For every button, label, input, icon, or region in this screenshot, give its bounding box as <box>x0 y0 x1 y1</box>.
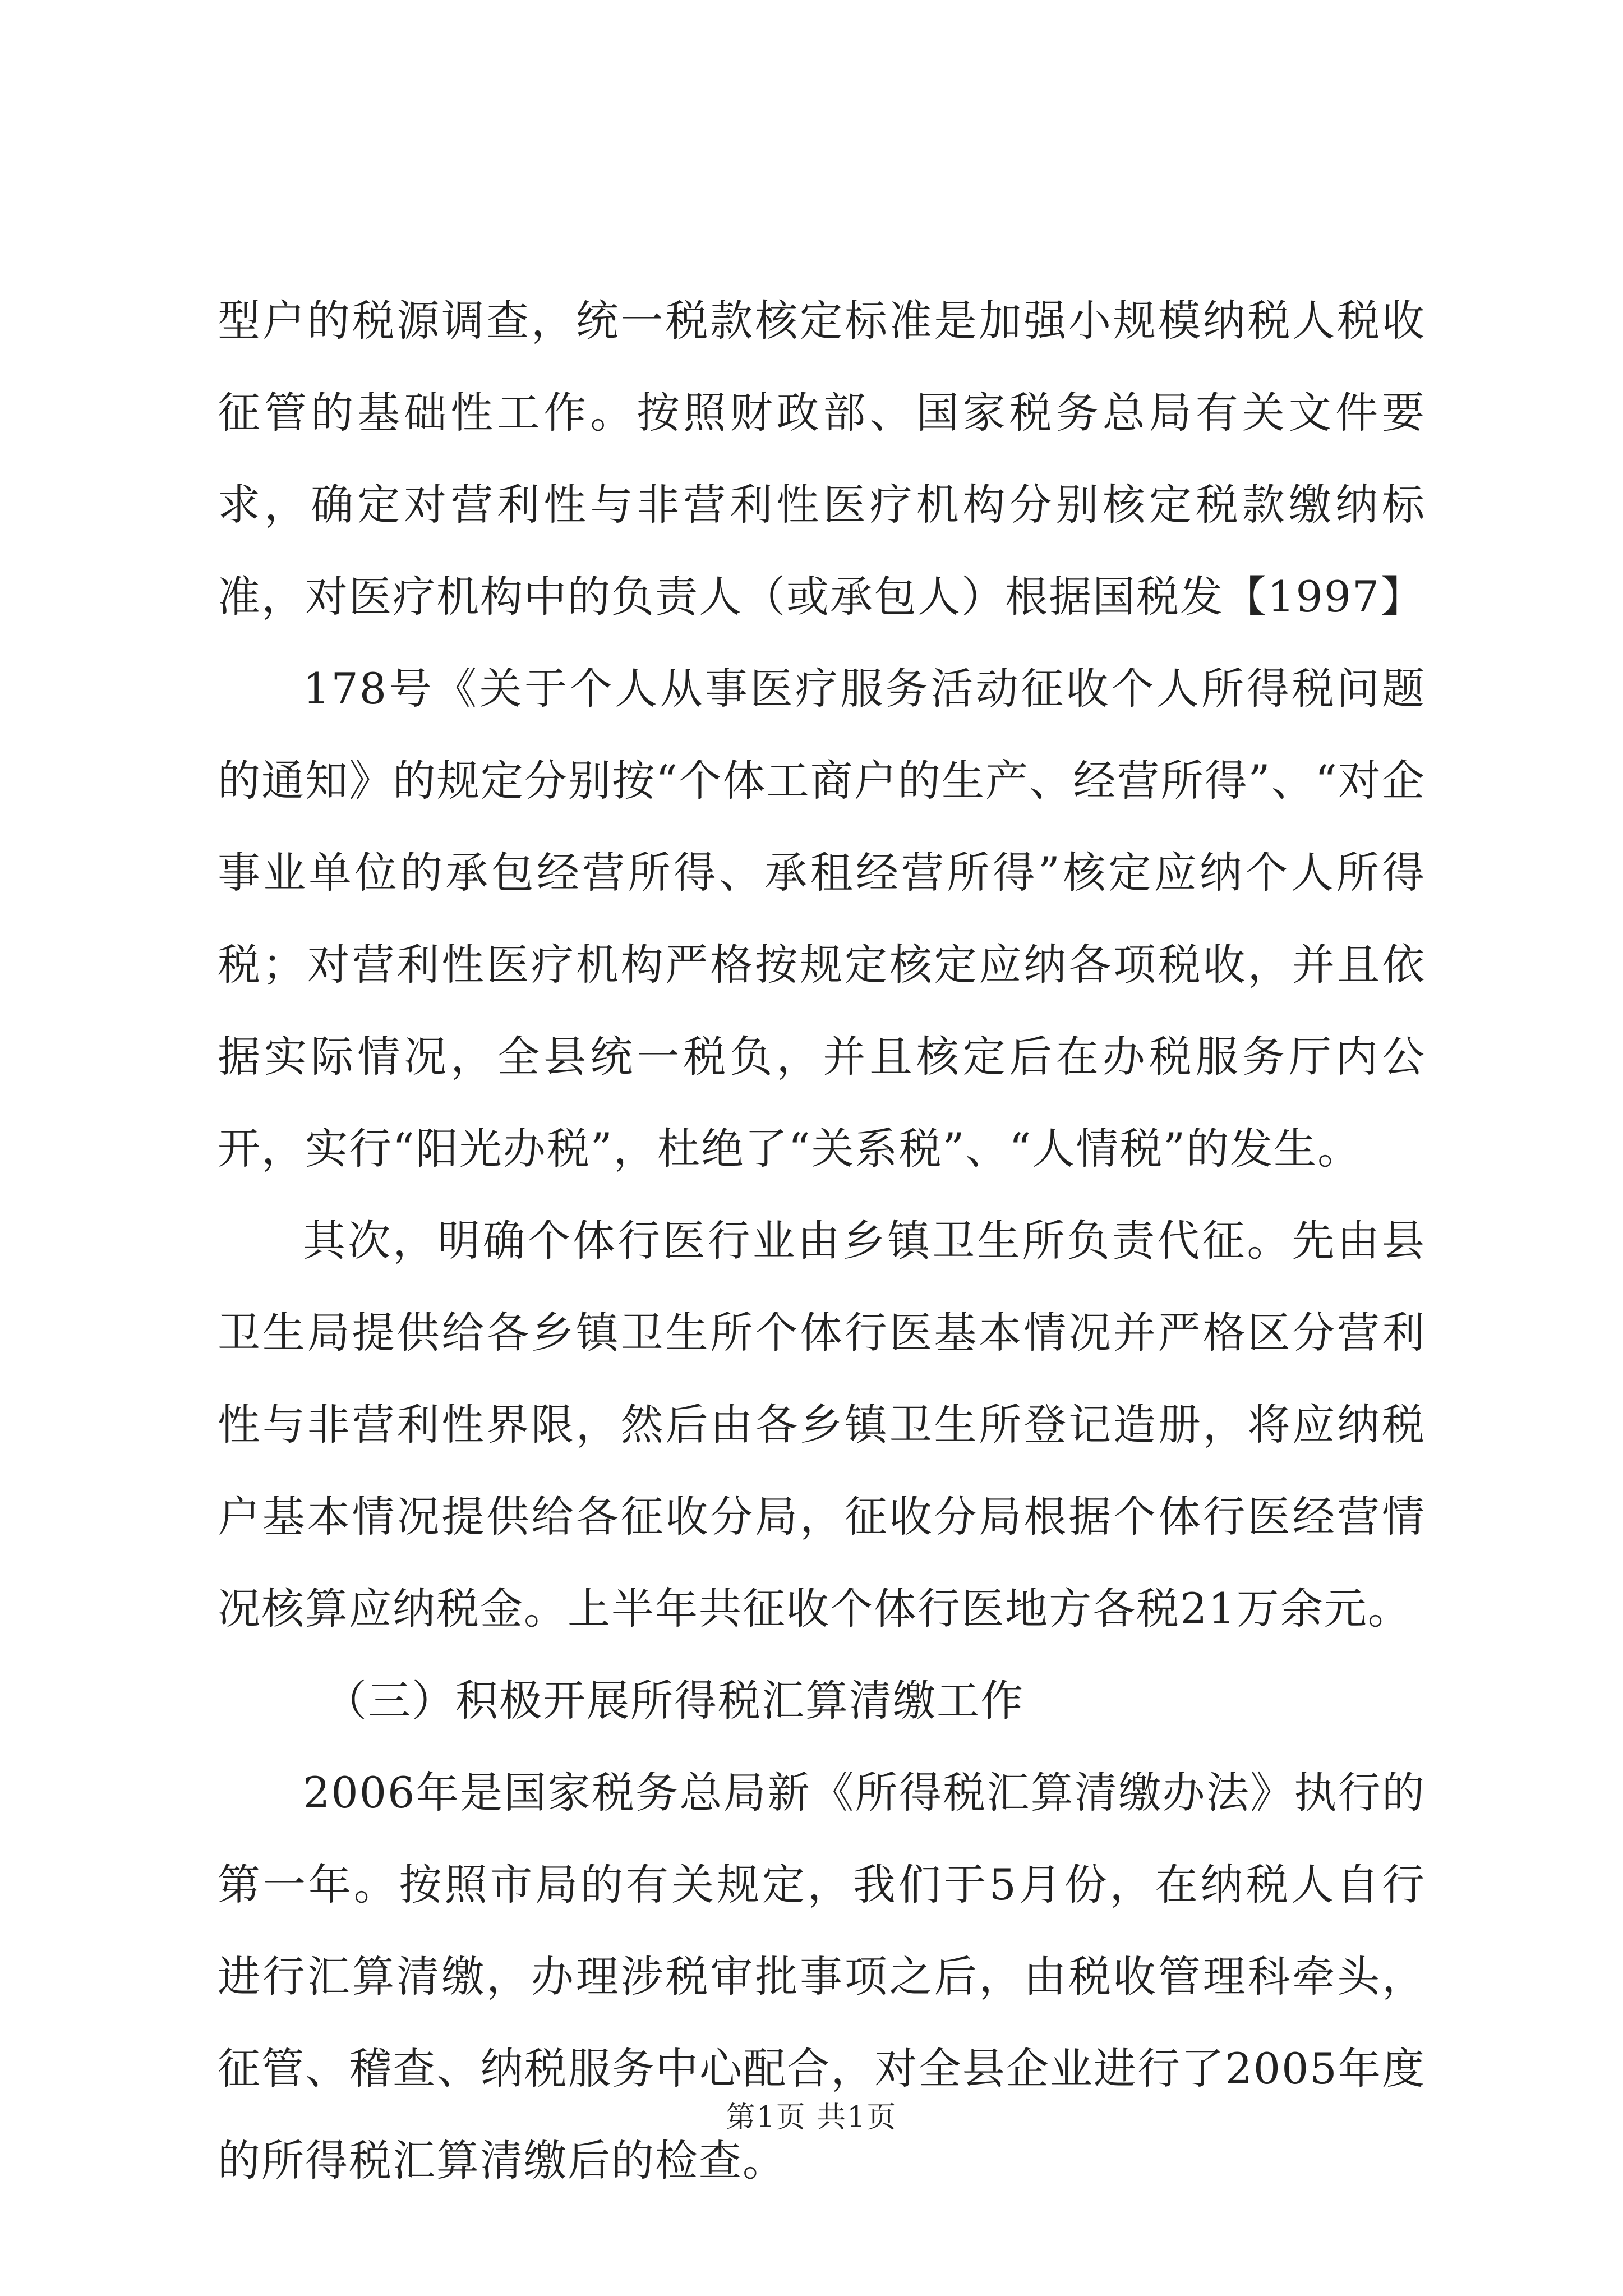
paragraph-individual-practice: 其次，明确个体行医行业由乡镇卫生所负责代征。先由县卫生局提供给各乡镇卫生所个体行医基本情况并严格区分营利性与非营利性界限，然后由各乡镇卫生所登记造册，将应纳税户基本情况提供给各征收分局，征收分局根据个体行医经营情况核算应纳税金。上半年共征收个体行医地方各税21万余元。 <box>218 1216 1426 1634</box>
section-heading: （三）积极开展所得税汇算清缴工作 <box>324 1676 1024 1726</box>
paragraph-income-tax: 2006年是国家税务总局新《所得税汇算清缴办法》执行的第一年。按照市局的有关规定，我们于5月份，在纳税人自行进行汇算清缴，办理涉税审批事项之后，由税收管理科牵头，征管、稽查、纳税服务中心配合，对全县企业进行了2005年度的所得税汇算清缴后的检查。 <box>218 1768 1426 2185</box>
document-body <box>218 275 1426 2207</box>
paragraph-continuation: 型户的税源调查，统一税款核定标准是加强小规模纳税人税收征管的基础性工作。按照财政部、国家税务总局有关文件要求，确定对营利性与非营利性医疗机构分别核定税款缴纳标准，对医疗机构中的负责人（或承包人）根据国税发【1997】 <box>218 296 1426 622</box>
page-number-footer: 第1页 共1页 <box>726 2101 897 2134</box>
paragraph-medical-tax: 178号《关于个人从事医疗服务活动征收个人所得税问题的通知》的规定分别按“个体工商户的生产、经营所得”、“对企事业单位的承包经营所得、承租经营所得”核定应纳个人所得税；对营利性医疗机构严格按规定核定应纳各项税收，并且依据实际情况，全县统一税负，并且核定后在办税服务厅内公开，实行“阳光办税”，杜绝了“关系税”、“人情税”的发生。 <box>218 664 1426 1174</box>
